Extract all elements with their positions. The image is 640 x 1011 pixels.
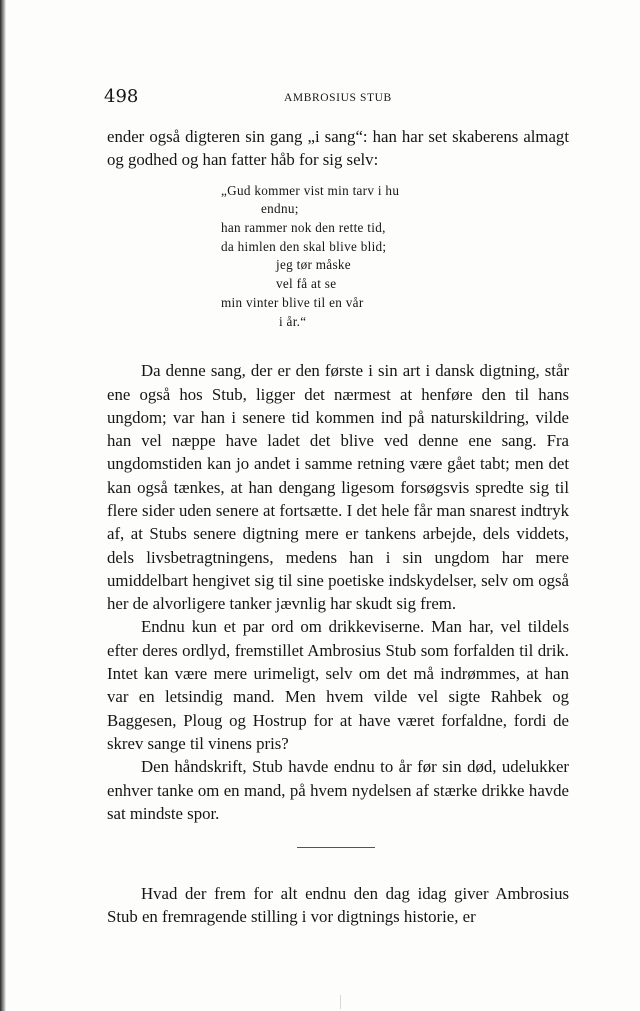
verse-line: vel få at se [276, 276, 337, 292]
verse-line: „Gud kommer vist min tarv i hu [221, 182, 400, 198]
body-paragraph: Endnu kun et par ord om drikkeviserne. Man har, vel tildels efter deres ordlyd, fremstillet Ambrosius Stub som forfalden til drik. Intet kan være mere urimeligt, selv om det må indrømmes, at han var en letsindig mand. Men hvem vilde vel sigte Rahbek og Baggesen, Ploug og Hostrup for at have været forfaldne, fordi de skrev sange til vinens pris? [107, 617, 569, 753]
page-binding-edge [0, 0, 6, 1011]
verse-line: endnu; [261, 201, 299, 217]
verse-line: i år.“ [279, 313, 307, 329]
body-paragraph: Da denne sang, der er den første i sin art i dansk digtning, står ene også hos Stub, ligger det nærmest at henføre den til hans ungdom; var han i senere tid kommen ind på naturskildring, vilde han vel næppe have ladet det blive ved denne ene sang. Fra ungdomstiden kan jo andet i samme retning være gået tabt; men det kan også tænkes, at han dengang ligesom forsøgsvis spredte sig til flere sider uden senere at fortsætte. I det hele får man snarest indtryk af, at Stubs senere digtning mere er tankens arbejde, dels viddets, dels livsbetragtningens, medens han i sin ungdom har mere umiddelbart hengivet sig til sine poetiske indskydelser, selv om også her de alvorligere tanker jævnlig har skudt sig frem. [107, 361, 569, 614]
intro-paragraph: ender også digteren sin gang „i sang“: han har set skaberens almagt og godhed og han fatter håb for sig selv: [107, 127, 569, 170]
body-paragraph: Den håndskrift, Stub havde endnu to år før sin død, udelukker enhver tanke om en mand, på hvem nydelsen af stærke drikke havde sat mindste spor. [107, 757, 569, 823]
verse-block [221, 182, 569, 332]
section-divider [297, 847, 375, 848]
scan-artifact-mark [340, 995, 341, 1009]
final-paragraph: Hvad der frem for alt endnu den dag idag giver Ambrosius Stub en fremragende stilling i vor digtnings historie, er [107, 884, 569, 927]
page-number: 498 [104, 86, 139, 107]
verse-line: han rammer nok den rette tid, [221, 220, 386, 235]
page-body [107, 125, 569, 929]
verse-line: da himlen den skal blive blid; [221, 238, 387, 254]
running-title: AMBROSIUS STUB [284, 92, 392, 104]
verse-line: min vinter blive til en vår [221, 294, 364, 310]
page-header [100, 86, 574, 110]
verse-line: jeg tør måske [276, 257, 351, 273]
